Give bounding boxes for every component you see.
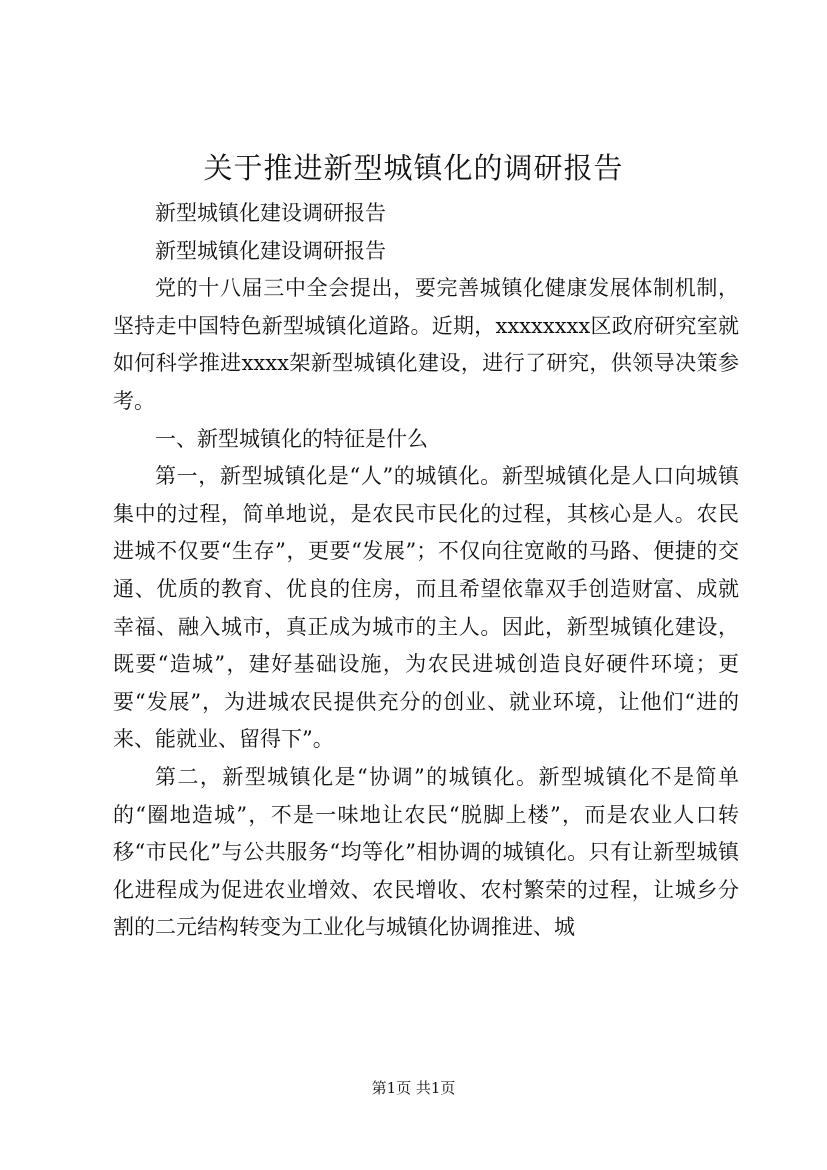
document-title: 关于推进新型城镇化的调研报告	[203, 151, 624, 185]
page-footer: 第1页 共1页	[371, 1079, 456, 1097]
paragraph-second-feature: 第二，新型城镇化是“协调”的城镇化。新型城镇化不是简单的“圈地造城”，不是一味地让农民“脱脚上楼”，而是农业人口转移“市民化”与公共服务“均等化”相协调的城镇化。只有让新型城镇化进程成为促进农业增效、农民增收、农村繁荣的过程，让城乡分割的二元结构转变为工业化与城镇化协调推进、城	[113, 764, 739, 940]
paragraph-first-feature: 第一，新型城镇化是“人”的城镇化。新型城镇化是人口向城镇集中的过程，简单地说，是农民市民化的过程，其核心是人。农民进城不仅要“生存”，更要“发展”；不仅向往宽敞的马路、便捷的交通、优质的教育、优良的住房，而且希望依靠双手创造财富、成就幸福、融入城市，真正成为城市的主人。因此，新型城镇化建设，既要“造城”，建好基础设施，为农民进城创造良好硬件环境；更要“发展”，为进城农民提供充分的创业、就业环境，让他们“进的来、能就业、留得下”。	[113, 464, 739, 752]
section-heading-1: 一、新型城镇化的特征是什么	[155, 426, 428, 451]
subtitle-line-2: 新型城镇化建设调研报告	[155, 238, 386, 263]
document-body	[113, 195, 739, 947]
intro-paragraph: 党的十八届三中全会提出，要完善城镇化健康发展体制机制，坚持走中国特色新型城镇化道路。近期，xxxxxxxx区政府研究室就如何科学推进xxxx架新型城镇化建设，进行了研究，供领导决策参考。	[113, 276, 739, 413]
subtitle-line-1: 新型城镇化建设调研报告	[155, 201, 386, 225]
